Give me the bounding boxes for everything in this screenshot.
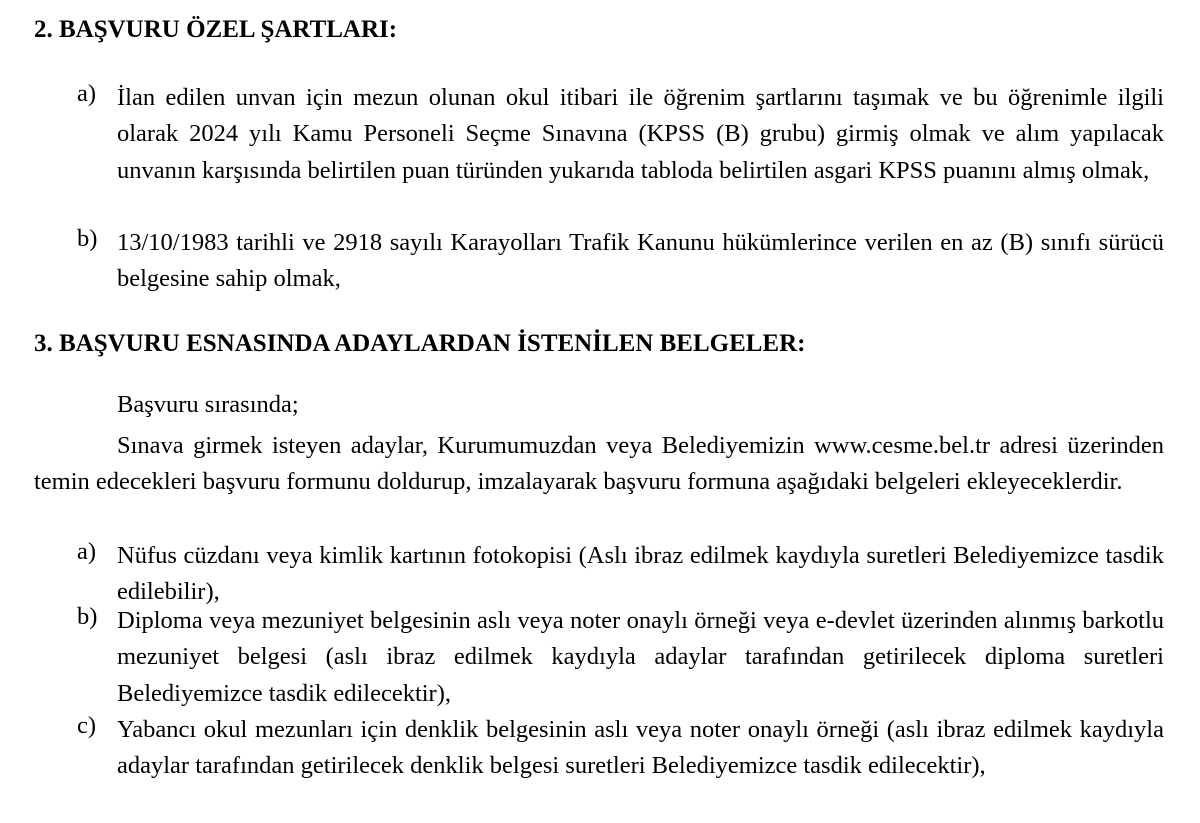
list-marker: b) bbox=[77, 225, 98, 252]
list-marker: c) bbox=[77, 712, 97, 739]
section-3-item-a bbox=[77, 538, 1164, 611]
list-item-text: Nüfus cüzdanı veya kimlik kartının fotokopisi (Aslı ibraz edilmek kaydıyla suretleri Belediyemizce tasdik edilebilir), bbox=[117, 542, 1164, 606]
section-3-item-b bbox=[77, 603, 1164, 712]
list-item-text: 13/10/1983 tarihli ve 2918 sayılı Karayolları Trafik Kanunu hükümlerince verilen en az (B) sınıfı sürücü belgesine sahip olmak, bbox=[117, 229, 1164, 293]
section-3-item-c bbox=[77, 712, 1164, 785]
section-2-heading: 2. BAŞVURU ÖZEL ŞARTLARI: bbox=[34, 16, 398, 43]
list-marker: b) bbox=[77, 603, 98, 630]
section-2-item-a bbox=[77, 80, 1164, 189]
list-item-text: Yabancı okul mezunları için denklik belgesinin aslı veya noter onaylı örneği (aslı ibraz edilmek kaydıyla adaylar tarafından getirilecek denklik belgesi suretleri Belediyemizce tasdik edilecektir), bbox=[117, 716, 1164, 780]
section-3-paragraph: Sınava girmek isteyen adaylar, Kurumumuzdan veya Belediyemizin www.cesme.bel.tr adresi üzerinden temin edecekleri başvuru formunu doldurup, imzalayarak başvuru formuna aşağıdaki belgeleri ekleyeceklerdir. bbox=[34, 432, 1164, 496]
section-2-item-b bbox=[77, 225, 1164, 298]
section-3-intro: Başvuru sırasında; bbox=[117, 391, 299, 418]
list-item-text: İlan edilen unvan için mezun olunan okul itibari ile öğrenim şartlarını taşımak ve bu öğrenimle ilgili olarak 2024 yılı Kamu Personeli Seçme Sınavına (KPSS (B) grubu) girmiş olmak ve alım yapılacak unvanın karşısında belirtilen puan türünden yukarıda tabloda belirtilen asgari KPSS puanını almış olmak, bbox=[117, 84, 1164, 184]
list-item-text: Diploma veya mezuniyet belgesinin aslı veya noter onaylı örneği veya e-devlet üzerinden alınmış barkotlu mezuniyet belgesi (aslı ibraz edilmek kaydıyla adaylar tarafından getirilecek diploma suretleri Belediyemizce tasdik edilecektir), bbox=[117, 607, 1164, 707]
section-3-heading: 3. BAŞVURU ESNASINDA ADAYLARDAN İSTENİLEN BELGELER: bbox=[34, 330, 806, 357]
list-marker: a) bbox=[77, 538, 97, 565]
list-marker: a) bbox=[77, 80, 97, 107]
